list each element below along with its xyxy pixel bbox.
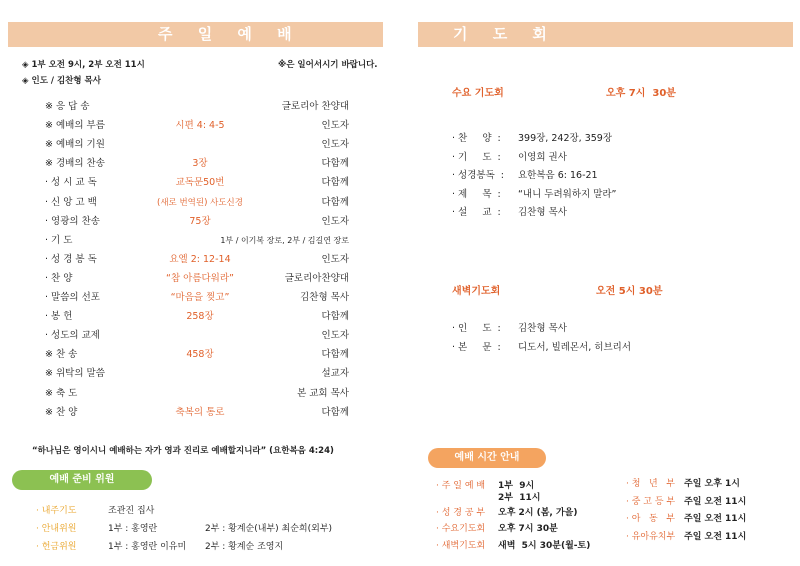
order-detail: (새로 번역된) 사도신경 (157, 197, 243, 208)
order-detail: 시편 4: 4-5 (175, 120, 225, 132)
schedule-name: · 청 년 부 (626, 479, 675, 489)
schedule-time: 1부 9시 (498, 481, 535, 491)
schedule-time: 오후 7시 30분 (498, 524, 558, 534)
order-leader: 인도자 (321, 139, 349, 151)
order-label: · 봉 헌 (45, 311, 73, 323)
order-row (45, 308, 353, 326)
schedule-time: 주일 오전 11시 (684, 496, 747, 507)
schedule-name: · 주 일 예 배 (436, 481, 486, 491)
order-row (45, 194, 353, 212)
order-row (45, 365, 353, 383)
order-leader: 인도자 (321, 253, 349, 265)
order-detail: 축복의 통로 (175, 406, 225, 418)
schedule-name: · 수요기도회 (436, 524, 486, 534)
order-row (45, 213, 353, 231)
wednesday-item-label: · 찬 양 : (452, 133, 501, 144)
schedule-time: 오후 2시 (봄, 가을) (498, 508, 578, 518)
order-row (45, 346, 353, 364)
wednesday-item-value: 요한복음 6: 16-21 (518, 170, 598, 181)
schedule-time: 2부 11시 (498, 493, 541, 503)
order-label: ※ 예배의 기원 (45, 139, 105, 151)
dawn-meeting-time: 오전 5시 30분 (596, 286, 663, 297)
order-detail: 교독문50번 (175, 177, 225, 189)
dawn-item-value: 디도서, 빌레몬서, 히브리서 (518, 341, 632, 353)
order-label: · 신 앙 고 백 (45, 196, 97, 208)
order-row (45, 98, 353, 116)
schedule-time: 주일 오전 11시 (684, 531, 747, 542)
committee-member-2: 2부 : 황계순(내부) 최순희(외부) (205, 524, 333, 534)
service-times: ◈ 1부 오전 9시, 2부 오전 11시 (22, 60, 145, 70)
order-label: · 말씀의 선포 (45, 292, 100, 303)
order-label: · 영광의 찬송 (45, 215, 100, 227)
committee-role: · 헌금위원 (36, 542, 77, 552)
committee-member: 조관진 집사 (108, 506, 155, 516)
schedule-name: · 중 고 등 부 (626, 496, 676, 507)
order-row (45, 232, 353, 250)
wednesday-item-value: 이영희 권사 (518, 151, 567, 163)
dawn-item-label: · 인 도 : (452, 323, 501, 334)
sunday-service-title: 주 일 예 배 (158, 25, 302, 43)
committee-member-2: 2부 : 황계순 조영지 (205, 542, 284, 552)
order-label: · 성 경 봉 독 (45, 253, 97, 265)
wednesday-item-value: 김찬형 목사 (518, 207, 567, 218)
order-label: ※ 찬 송 (45, 349, 78, 361)
schedule-title: 예배 시간 안내 (428, 448, 546, 468)
wednesday-meeting-time: 오후 7시 30분 (606, 88, 676, 99)
order-leader: 다함께 (321, 311, 349, 323)
dawn-meeting-name: 새벽기도회 (452, 286, 501, 297)
committee-role: · 내주기도 (36, 506, 77, 516)
order-leader: 다함께 (321, 196, 349, 208)
sunday-service-header (8, 22, 383, 47)
order-detail: 258장 (186, 311, 214, 323)
order-label: ※ 위탁의 말씀 (45, 368, 105, 380)
order-label: ※ 찬 양 (45, 406, 78, 418)
prayer-meeting-header (418, 22, 793, 47)
order-row (45, 404, 353, 422)
committee-member: 1부 : 홍영란 이유미 (108, 542, 187, 552)
standing-note: ※은 일어서시기 바랍니다. (278, 60, 378, 70)
schedule-name: · 유아유치부 (626, 531, 676, 542)
order-detail: “참 아름다워라” (166, 272, 234, 284)
order-leader: 설교자 (321, 368, 349, 380)
order-label: · 기 도 (45, 234, 73, 246)
order-label: · 성 시 교 독 (45, 177, 97, 189)
wednesday-item-label: · 기 도 : (452, 151, 501, 163)
wednesday-meeting-name: 수요 기도회 (452, 88, 504, 99)
schedule-name: · 새벽기도회 (436, 541, 486, 551)
order-detail: “마음을 찢고” (170, 292, 230, 303)
order-row (45, 251, 353, 269)
order-row (45, 136, 353, 154)
order-label: · 성도의 교제 (45, 330, 100, 342)
committee-title: 예배 준비 위원 (12, 470, 152, 490)
dawn-item-value: 김찬형 목사 (518, 323, 567, 334)
committee-role: · 안내위원 (36, 524, 77, 534)
schedule-time: 새벽 5시 30분(월-토) (498, 541, 591, 551)
order-detail: 요엘 2: 12-14 (169, 253, 231, 265)
order-leader: 다함께 (321, 349, 349, 361)
schedule-time: 주일 오전 11시 (684, 514, 747, 524)
order-row (45, 117, 353, 135)
scripture-quote: “하나님은 영이시니 예배하는 자가 영과 진리로 예배할지니라” (요한복음 4:24) (32, 446, 334, 456)
order-leader: 다함께 (321, 177, 349, 189)
service-leader: ◈ 인도 / 김찬형 목사 (22, 76, 101, 86)
order-row (45, 385, 353, 403)
wednesday-item-value: “내니 두려워하지 말라” (518, 188, 617, 200)
order-row (45, 155, 353, 173)
order-leader: 글로리아 찬양대 (281, 101, 349, 112)
order-label: ※ 응 답 송 (45, 101, 90, 112)
order-leader: 다함께 (321, 406, 349, 418)
order-row (45, 289, 353, 307)
schedule-name: · 성 경 공 부 (436, 508, 486, 518)
order-detail: 458장 (186, 349, 214, 361)
order-leader: 글로리아찬양대 (284, 272, 349, 284)
order-row (45, 327, 353, 345)
wednesday-item-label: · 성경봉독 : (452, 170, 504, 181)
order-label: ※ 축 도 (45, 387, 78, 399)
dawn-item-label: · 본 문 : (452, 341, 501, 353)
order-leader: 본 교회 목사 (297, 387, 349, 399)
order-label: ※ 예배의 부름 (45, 120, 105, 132)
wednesday-item-label: · 설 교 : (452, 207, 501, 218)
order-label: · 찬 양 (45, 272, 73, 284)
order-leader: 인도자 (321, 120, 349, 132)
order-leader: 인도자 (321, 215, 349, 227)
wednesday-item-value: 399장, 242장, 359장 (518, 133, 613, 144)
order-row (45, 174, 353, 192)
order-leader: 인도자 (321, 330, 349, 342)
order-row (45, 270, 353, 288)
prayer-meeting-title: 기 도 회 (453, 25, 557, 43)
order-leader: 1부 / 이기복 장로, 2부 / 김길연 장로 (220, 235, 349, 245)
order-leader: 김찬형 목사 (300, 292, 349, 303)
wednesday-item-label: · 제 목 : (452, 188, 501, 200)
committee-member: 1부 : 홍영란 (108, 524, 158, 534)
schedule-name: · 아 동 부 (626, 514, 675, 524)
order-leader: 다함께 (321, 158, 349, 170)
order-label: ※ 경배의 찬송 (45, 158, 105, 170)
order-detail: 75장 (189, 215, 211, 227)
order-detail: 3장 (192, 158, 208, 170)
schedule-time: 주일 오후 1시 (684, 479, 740, 489)
